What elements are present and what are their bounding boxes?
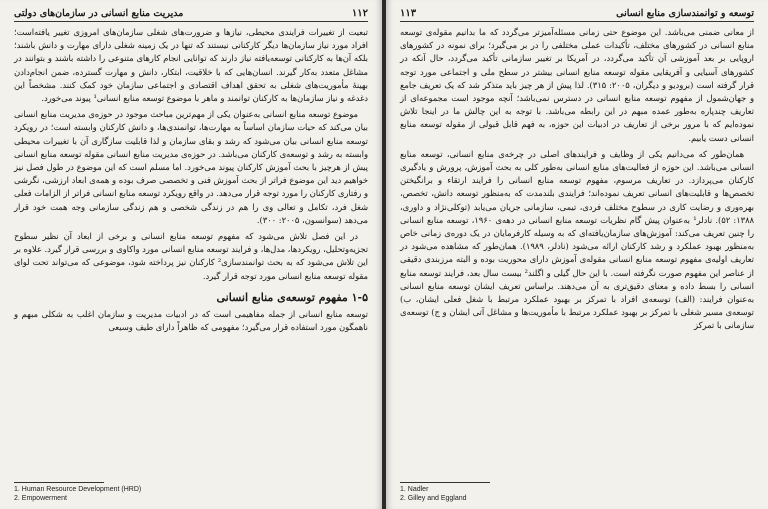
right-page-number: ۱۱۳ xyxy=(400,8,417,19)
left-page xyxy=(0,0,382,509)
right-page xyxy=(386,0,768,509)
left-paragraph-2: موضوع توسعه منابع انسانی به‌عنوان یکی از مهم‌ترین مباحث موجود در حوزه‌ی مدیریت منابع انسانی بیان می‌کند که حیات سازمان اساساً به مهارت‌ها، توانمندی‌ها، و دانش کارکنان وابسته است؛ در رویکرد توسعه منابع انسانی بیان می‌شود که رشد و بقای سازمان و لذا قابلیت سازگاری آن با تغییرات محیطی وابسته به رشد و توسعه‌ی کارکنان می‌باشد. در حوزه‌ی مدیریت منابع انسانی مقوله توسعه منابع انسانی پیش از هرچیز با بحث آموزش کارکنان پیوند می‌خورد. اما مسلم است که این موضوع در طول فصل نیز خواهیم دید این موضوع فراتر از بحث آموزش فنی و تخصصی صرف بوده و همه‌ی ابعاد ارزشی، نگرشی و رفتاری کارکنان را مورد توجه قرار می‌دهد. در واقع رویکرد توسعه منابع انسانی فراتر از الزامات فعلی شغل فرد، تکامل و تعالی وی را هم در زندگی شخصی و هم زندگی سازمانی وجه همت خود قرار می‌دهد (سوانسون، ۲۰۰۵: ۳۰۰). xyxy=(14,109,368,225)
left-footnotes xyxy=(14,482,368,503)
left-paragraph-1: تبعیت از تغییرات فرایندی محیطی، نیازها و ضرورت‌های شغلی سازمان‌های امروزی تغییر یافته‌است؛ افراد مورد نیاز سازمان‌ها دیگر کارکنانی نیستند که تنها در یک زمینه شغلی دارای مهارت و دانش باشند؛ بلکه آن‌ها به کارکنانی توسعه‌یافته نیاز دارند که توانایی انجام کارهای متنوعی را داشته باشند و بتوانند در مشاغل متعدد به‌کار گیرند. انسان‌هایی که با خلاقیت، ابتکار، دانش و مهارت گسترده، ضمن انجام‌دادن بهینهٔ مأموریت‌های شغلی به تحقق اهداف اقتصادی و اجتماعی سازمان خود کمک کنند. مشخصاً این دغدغه و نیاز سازمان‌ها به کارکنان توانمند و ماهر با موضوع توسعه منابع انسانی¹ پیوند می‌خورد. xyxy=(14,27,368,104)
right-footnote-1: 1. Nadler xyxy=(400,486,429,493)
left-running-header: مدیریت منابع انسانی در سازمان‌های دولتی xyxy=(14,8,184,19)
left-page-number: ۱۱۲ xyxy=(351,8,368,19)
right-paragraph-1: از معانی ضمنی می‌باشد. این موضوع حتی زمانی مسئله‌آمیزتر می‌گردد که ما بدانیم مقوله‌ی توسعه منابع انسانی در کشورهای مختلف، تأکیدات عملی مختلفی را در بر می‌گیرد؛ برای نمونه در کشورهای اروپایی بر بعد آموزشی آن تأکید می‌گردد، در آمریکا بر تغییر سازمانی تأکید می‌گردد، حال آنکه در کشورهای آسیایی و آفریقایی مقوله توسعه منابع انسانی بیشتر در سطح ملی و اجتماعی مورد توجه قرار گرفته است (برودیو و دیگران، ۲۰۰۵: ۳۱۵). لذا پیش از هر چیز باید متذکر شد که یک تعریف جامع و جهان‌شمول از مفهوم توسعه منابع انسانی در دسترس نمی‌باشد؛ آنچه موجود است مجموعه‌ای از تعاریف چندپاره به‌طور عمده مبهم در این رابطه می‌باشد. با توجه به این چالش ما در اینجا تلاش نموده‌ایم که با مرور برخی از تعاریف در ادبیات این حوزه، به فهم قابل قبولی از مقوله توسعه منابع انسانی دست یابیم. xyxy=(400,27,754,143)
left-footnote-2: 2. Empowerment xyxy=(14,495,67,502)
footnote-rule xyxy=(14,482,104,483)
footnote-rule xyxy=(400,482,490,483)
right-footnote-2: 2. Gilley and Eggland xyxy=(400,495,467,502)
right-paragraph-2: همان‌طور که می‌دانیم یکی از وظایف و فرایندهای اصلی در چرخه‌ی منابع انسانی، توسعه منابع انسانی می‌باشد. این حوزه از فعالیت‌های منابع انسانی به‌طور کلی به بحث آموزش، پرورش و یادگیری کارکنان می‌پردازد. در تعاریف مرسوم، مفهوم توسعه منابع انسانی را فرایند ارتقاء و برانگیختن تخصص‌ها و قابلیت‌های انسانی تعریف نموده‌اند؛ فرایندی بلندمدت که به‌منظور توسعه دانش، تخصص، بهره‌وری و رضایت کاری در سطوح مختلف فردی، تیمی، سازمانی جریان می‌یابد (توکلی‌نژاد و داوری، ۱۳۸۸: ۵۲). نادلر¹ به‌عنوان پیش گام نظریات توسعه منابع انسانی در دهه‌ی ۱۹۶۰، توسعه منابع انسانی را چنین تعریف می‌کند: آموزش‌های سازمان‌یافته‌ای که به وسیله کارفرمایان در یک دوره‌ی زمانی خاص به‌منظور بهبود عملکرد و رشد کارکنان ارائه می‌شود (نادلر، ۱۹۸۹). همان‌طور که مشاهده می‌شود در تعاریف اولیه‌ی مفهوم توسعه منابع انسانی مقوله‌ی آموزش دارای محوریت بوده و البته مرزبندی دقیقی از عناصر این مفهوم صورت نگرفته است. با این حال گیلی و اگلند² بیست سال بعد، فرایند توسعه منابع انسانی را بسط داده و معنای دقیق‌تری به آن می‌دهند. براساس تعریف ایشان توسعه منابع انسانی به‌عنوان فرایند: (الف) توسعه‌ی افراد با تمرکز بر بهبود عملکرد مرتبط با شغل فعلی ایشان، ب) توسعه‌ی مسیر شغلی با تمرکز بر بهبود عملکرد مرتبط با مأموریت‌ها و مشاغل آتی ایشان و ج) توسعه‌ی سازمانی با تمرکز xyxy=(400,148,755,331)
left-page-body xyxy=(14,26,368,334)
left-footnote-1: 1. Human Resource Development (HRD) xyxy=(14,486,142,493)
section-title: ۱-۵ مفهوم توسعه‌ی منابع انسانی xyxy=(216,290,368,304)
right-page-header xyxy=(400,8,754,22)
right-page-body xyxy=(400,26,754,333)
left-paragraph-3: در این فصل تلاش می‌شود که مفهوم توسعه منابع انسانی و برخی از ابعاد آن نظیر سطوح تجزیه‌وتحلیل، رویکردها، مدل‌ها، و فرایند توسعه منابع انسانی مورد واکاوی و بررسی قرار گیرد. علاوه بر این تلاش می‌شود که به بحث توانمندسازی² کارکنان نیز پرداخته شود، موضوعی که می‌تواند تحت لوای مقوله توسعه منابع انسانی مورد توجه قرار گیرد. xyxy=(14,231,368,281)
left-page-header xyxy=(14,8,368,22)
left-section-paragraph: توسعه منابع انسانی از جمله مفاهیمی است که در ادبیات مدیریت و سازمان اغلب به شکلی مبهم و ناهمگون مورد استفاده قرار می‌گیرد؛ مفهومی که ظاهراً دارای طیف وسیعی xyxy=(14,309,368,333)
right-footnotes xyxy=(400,482,754,503)
right-running-header: توسعه و توانمندسازی منابع انسانی xyxy=(616,8,754,19)
